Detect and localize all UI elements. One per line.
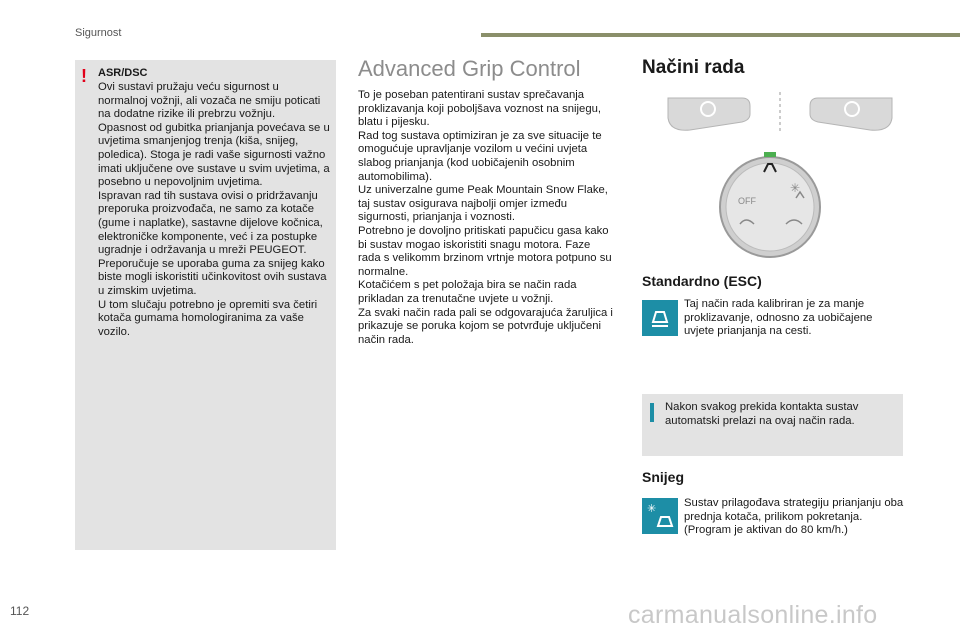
page-number: 112 (10, 604, 30, 618)
car-esc-icon (642, 300, 678, 336)
warning-title: ASR/DSC (98, 67, 148, 79)
svg-text:✳: ✳ (647, 503, 657, 515)
section-title: Sigurnost (75, 27, 122, 39)
watermark: carmanualsonline.info (628, 601, 878, 629)
snow-mode-text: Sustav prilagođava strategiju prianjanju oba prednja kotača, prilikom pokretanja. (Program je aktivan do 80 km/h.) (684, 497, 904, 537)
grip-control-dial-illustration (660, 88, 900, 258)
exclamation-icon: ! (81, 66, 87, 86)
svg-text:✳: ✳ (790, 181, 801, 195)
standard-mode-title: Standardno (ESC) (642, 273, 762, 289)
agc-title: Advanced Grip Control (358, 56, 581, 81)
dial-off-label: OFF (738, 196, 756, 206)
snow-mode-title: Snijeg (642, 469, 685, 485)
agc-text: To je poseban patentirani sustav sprečavanja proklizavanja koji poboljšava voznost na snijegu, blatu i pijesku. Rad tog sustava optimiziran je za sve situacije te omogućuje upravljanje vozilom u većini uvjeta slabog prianjanja (kod uobičajenih osobnim automobilima). Uz univerzalne gume Peak Mountain Snow Flake, taj sustav osigurava najbolji omjer između sigurnosti, prianjanja i voznosti. Potrebno je dovoljno pritiskati papučicu gasa kako bi sustav mogao iskoristiti snagu motora. Faze rada s velikomm brzinom vrtnje motora potpuno su normalne. Kotačićem s pet položaja bira se način rada prikladan za trenutačne uvjete u vožnji. Za svaki način rada pali se odgovarajuća žaruljica i prikazuje se poruka kojom se potvrđuje uključeni način rada. (358, 89, 613, 346)
warning-text: Ovi sustavi pružaju veću sigurnost u normalnoj vožnji, ali vozača ne smiju poticati na dodatne rizike ili prebrzu vožnju. Opasnost od gubitka prianjanja povećava se u uvjetima smanjenjog trenja (kiša, snijeg, poledica). Stoga je radi vaše sigurnosti važno imati uključene ove sustave u svim uvjetima, a posebno u nepovoljnim uvjetima. Ispravan rad tih sustava ovisi o pridržavanju preporuka proizvođača, ne samo za kotače (gume i naplatke), sastavne dijelove kočnica, elektroničke komponente, već i za postupke ugradnje i održavanja u mreži PEUGEOT. Preporučuje se uporaba guma za snijeg kako biste mogli iskoristiti učinkovitost ovih sustava u zimskim uvjetima. U tom slučaju potrebno je opremiti sva četiri kotača gumama homologiranima za vaše vozilo. (98, 81, 330, 338)
info-text: Nakon svakog prekida kontakta sustav automatski prelazi na ovaj način rada. (665, 401, 859, 427)
modes-title: Načini rada (642, 57, 745, 78)
snowflake-car-icon (642, 498, 678, 534)
standard-mode-text: Taj način rada kalibriran je za manje proklizavanje, odnosno za uobičajene uvjete prianjanja na cesti. (684, 298, 873, 338)
header-bar (481, 33, 960, 37)
info-icon (650, 403, 654, 422)
